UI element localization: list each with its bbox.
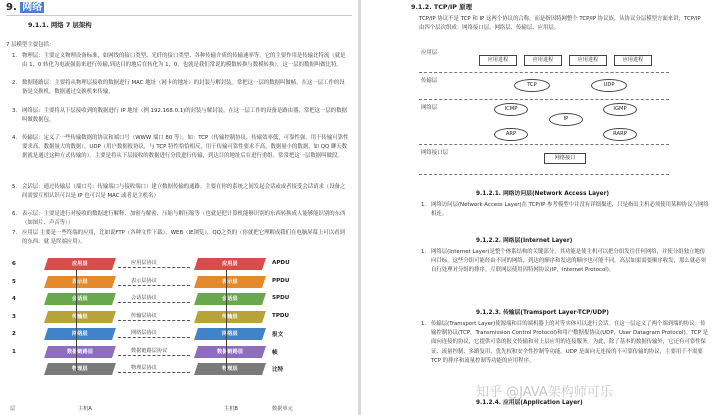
osi-vertical-flow	[226, 270, 227, 371]
osi-protocol-arrow	[118, 320, 190, 321]
intro-text: 7 层模型主要包括：	[6, 42, 55, 48]
osi-protocol-label: 传输层协议	[131, 312, 157, 319]
osi-data-unit: PPDU	[272, 277, 290, 284]
list-item-number: 1.	[421, 321, 427, 327]
osi-vertical-flow	[76, 270, 77, 371]
osi-layer-host-a	[44, 363, 116, 375]
chapter-number: 9.	[6, 2, 17, 13]
section-title-osi: 9.1.1. 网络 7 层架构	[28, 21, 92, 29]
arp-node: ARP	[494, 128, 528, 141]
osi-protocol-label: 会话层协议	[131, 295, 157, 301]
osi-protocol-arrow	[118, 267, 190, 268]
osi-layer-label: 传输层	[72, 313, 88, 320]
app-process-box: 应用进程	[614, 55, 652, 66]
osi-data-unit: SPDU	[272, 295, 290, 301]
list-item-text: 网络层(Internet Layer)是整个体系结构的关键部分，其功能是使主机可以把分组发往任何网络，并使分组独立地传向目标。这些分组可能经由不同的网络，到达的顺序和发送的顺序也可能不同。高层如果需要顺序收发，那么就必须自行处理对分组的排序。互联网层使用因特网协议(IP，Internet Protocol)。	[431, 249, 706, 274]
osi-data-unit: APDU	[272, 260, 290, 266]
osi-footer-unit: 数据单元	[272, 406, 293, 412]
osi-layer-host-a	[44, 293, 116, 305]
osi-protocol-label: 物理层协议	[131, 365, 157, 371]
osi-layer-host-b	[194, 363, 266, 375]
osi-data-unit: 帧	[272, 349, 278, 356]
osi-layer-label: 物理层	[222, 366, 238, 372]
list-item	[12, 229, 350, 247]
osi-layer-label: 数据链路层	[67, 348, 93, 355]
left-page	[0, 0, 358, 415]
osi-layer-host-a	[44, 328, 116, 340]
osi-footer-host-a: 主机A	[78, 406, 92, 412]
heading-rule	[6, 15, 352, 16]
osi-layer-number: 2	[12, 331, 16, 337]
list-item-text: 表示层：主要是进行对接收的数据进行解释、加密与解密、压缩与解压缩等（也就是把计算机能够识别的东西转换成人能够能识别的东西（如图片、声音等））	[22, 211, 346, 227]
list-item-text: 应用层 主要是一些终端的应用，比如说FTP（各种文件下载），WEB（IE浏览），QQ之类的（你就把它理解成我们在电脑屏幕上可以看到的东西．就 是终端应用）。	[22, 230, 345, 246]
list-item	[12, 134, 350, 162]
osi-layer-host-b	[194, 293, 266, 305]
osi-layer-label: 表示层	[72, 278, 88, 285]
osi-layer-label: 物理层	[72, 366, 88, 372]
osi-protocol-arrow	[118, 337, 190, 338]
list-item	[421, 320, 709, 366]
right-page	[361, 0, 720, 415]
osi-protocol-label: 应用层协议	[131, 260, 157, 266]
osi-data-unit: 比特	[272, 367, 284, 373]
osi-protocol-arrow	[118, 285, 190, 286]
list-item-text: 传输层(Tramsport Layer)使源端和目的端机器上的对等实体可以进行会话。在这一层定义了两个端到端的协议：传输控制协议(TCP，Transmission Control Protocol)和用户数据报协议(UDP，User Datagram Protocol)。TCP 是面向连接的协议，它提供可靠的报文传输和对上层应用的连接服务。为此，除了基本的数据传输外，它还有可靠性保证、流量控制、多路复用、优先权和安全性控制等功能。UDP 是面向无连接的不可靠传输的协议，主要用于不需要 TCP 的排序和流量控制等功能的应用程序。	[431, 321, 709, 364]
tcp-node: TCP	[514, 79, 550, 92]
osi-layer-label: 传输层	[222, 313, 238, 320]
list-item-text: 数据链路层：主要将从物理层接收的数据进行 MAC 地址（网卡的地址）的封装与解封装。常把这一层的数据叫做帧。在这一层工作的设备是交换机，数据通过交换机来传输。	[22, 80, 345, 96]
osi-layer-label: 数据链路层	[217, 348, 243, 355]
zhihu-watermark: 知乎 @JAVA架构师可乐	[476, 385, 613, 400]
osi-layer-host-b	[194, 258, 266, 270]
list-item-number: 3.	[12, 108, 18, 114]
udp-node: UDP	[591, 79, 627, 92]
osi-protocol-label: 表示层协议	[131, 277, 157, 284]
osi-layer-label: 网络层	[72, 331, 88, 337]
osi-layer-label: 会话层	[72, 296, 88, 302]
rarp-node: RARP	[603, 128, 637, 141]
diagram-zone-label: 应用层	[421, 50, 438, 56]
osi-diagram	[6, 255, 354, 415]
osi-footer-layer: 层	[10, 406, 16, 412]
list-item	[12, 107, 350, 125]
osi-data-unit: 报文	[272, 332, 284, 338]
osi-layer-number: 3	[12, 313, 16, 320]
icmp-node: ICMP	[494, 103, 528, 116]
subsection-title: 9.1.2.1. 网络访问层(Network Access Layer)	[476, 191, 610, 197]
ip-node: IP	[549, 113, 583, 126]
osi-protocol-arrow	[118, 302, 190, 303]
tcpip-intro: TCP/IP 协议不是 TCP 和 IP 这两个协议的合称，而是指因特网整个 TCP/IP 协议族。从协议分层模型方面来讲，TCP/IP 由四个层次组成：网络接口层、网络层、传输层、应用层。	[419, 16, 701, 32]
osi-footer-host-b: 主机B	[224, 406, 238, 412]
osi-layer-number: 1	[12, 348, 16, 355]
app-process-box: 应用进程	[569, 55, 607, 66]
list-item	[12, 52, 350, 70]
tcpip-diagram	[419, 45, 669, 175]
osi-protocol-arrow	[118, 355, 190, 356]
list-item-number: 6.	[12, 211, 18, 217]
chapter-heading	[6, 2, 44, 14]
subsection-title: 9.1.2.2. 网络层(Internet Layer)	[476, 238, 573, 244]
osi-protocol-label: 数据链路层协议	[131, 347, 168, 354]
list-item	[421, 201, 709, 219]
network-interface-box: 网络接口	[544, 153, 586, 164]
osi-layer-host-a	[44, 346, 116, 358]
list-item-number: 1.	[421, 249, 427, 255]
section-title-tcpip: 9.1.2. TCP/IP 原理	[411, 3, 472, 11]
diagram-zone-label: 传输层	[421, 78, 438, 84]
list-item-text: 网络层：主要将从下层接收到的数据进行 IP 地址（例 192.168.0.1)的封装与解封装。在这一层工作的设备是路由器，常把这一层的数据叫做数据包。	[22, 108, 347, 124]
app-process-box: 应用进程	[524, 55, 562, 66]
chapter-title: 网络	[22, 2, 43, 13]
list-item	[421, 248, 709, 276]
osi-layer-number: 6	[12, 261, 16, 267]
osi-layer-host-a	[44, 311, 116, 323]
subsection-title: 9.1.2.3. 传输层(Tramsport Layer-TCP/UDP)	[476, 310, 609, 316]
osi-layer-host-b	[194, 346, 266, 358]
list-item	[12, 79, 350, 97]
osi-layer-label: 应用层	[222, 261, 238, 267]
osi-layer-label: 表示层	[222, 278, 238, 285]
osi-layer-label: 应用层	[72, 261, 88, 267]
osi-layer-host-a	[44, 258, 116, 270]
osi-protocol-label: 网络层协议	[131, 330, 157, 336]
subsection-title: 9.1.2.4. 应用层(Application Layer)	[476, 400, 583, 406]
list-item-number: 1.	[421, 202, 427, 208]
osi-protocol-arrow	[118, 372, 190, 373]
osi-layer-number: 5	[12, 278, 16, 285]
list-item-text: 物理层：主要定义物理设备标准，如网线的接口类型、光纤的接口类型、各种传输介质的传输速率等。它的主要作用是传输比特流（就是由 1、0 转化为电流强弱来进行传输,到达目的地后在转化为 1、0，也就是我们常说的模数转换与数模转换）。这一层的数据叫做比特。	[22, 53, 346, 69]
list-item-number: 5.	[12, 184, 18, 190]
app-process-box: 应用进程	[479, 55, 517, 66]
osi-data-unit: TPDU	[272, 312, 290, 319]
list-item-number: 1.	[12, 53, 18, 59]
igmp-node: IGMP	[603, 103, 637, 116]
osi-layer-host-b	[194, 328, 266, 340]
osi-layer-number: 4	[12, 296, 16, 302]
osi-layer-host-b	[194, 276, 266, 288]
list-item-number: 2.	[12, 80, 18, 86]
diagram-zone-label: 网络层	[421, 105, 438, 111]
osi-layer-host-a	[44, 276, 116, 288]
osi-layer-label: 网络层	[222, 331, 238, 337]
list-item	[12, 183, 350, 201]
list-item-number: 7.	[12, 230, 18, 236]
list-item-text: 网络访问层(Network Access Layer)在 TCP/IP 参考模型中并没有详细描述，只是指出主机必须使用某种协议与网络相连。	[431, 202, 709, 218]
list-item-text: 会话层：通过传输层（端口号：传输端口与接收端口）建立数据传输的通路。主要在你的系统之间发起会话或或者接受会话请求（设备之间需要互相认识可以是 IP 也可以是 MAC 或者是主机名）	[22, 184, 346, 200]
osi-layer-host-b	[194, 311, 266, 323]
osi-layer-label: 会话层	[222, 296, 238, 302]
list-item-text: 传输层：定义了一些传输数据的协议和端口号（WWW 端口 80 等），如：TCP（传输控制协议，传输效率低，可靠性强，用于传输可靠性要求高，数据量大的数据），UDP（用户数据报协议，与 TCP 特性恰恰相反，用于传输可靠性要求不高，数据量小的数据，如 QQ 聊天数据就是通过这种方式传输的）。主要是将从下层接收的数据进行分段进行传输，到达目的地址后在进行重组。常常把这一层数据叫做段。	[22, 135, 349, 160]
diagram-zone-label: 网络接口层	[421, 150, 448, 156]
list-item	[12, 210, 350, 228]
list-item-number: 4.	[12, 135, 18, 141]
